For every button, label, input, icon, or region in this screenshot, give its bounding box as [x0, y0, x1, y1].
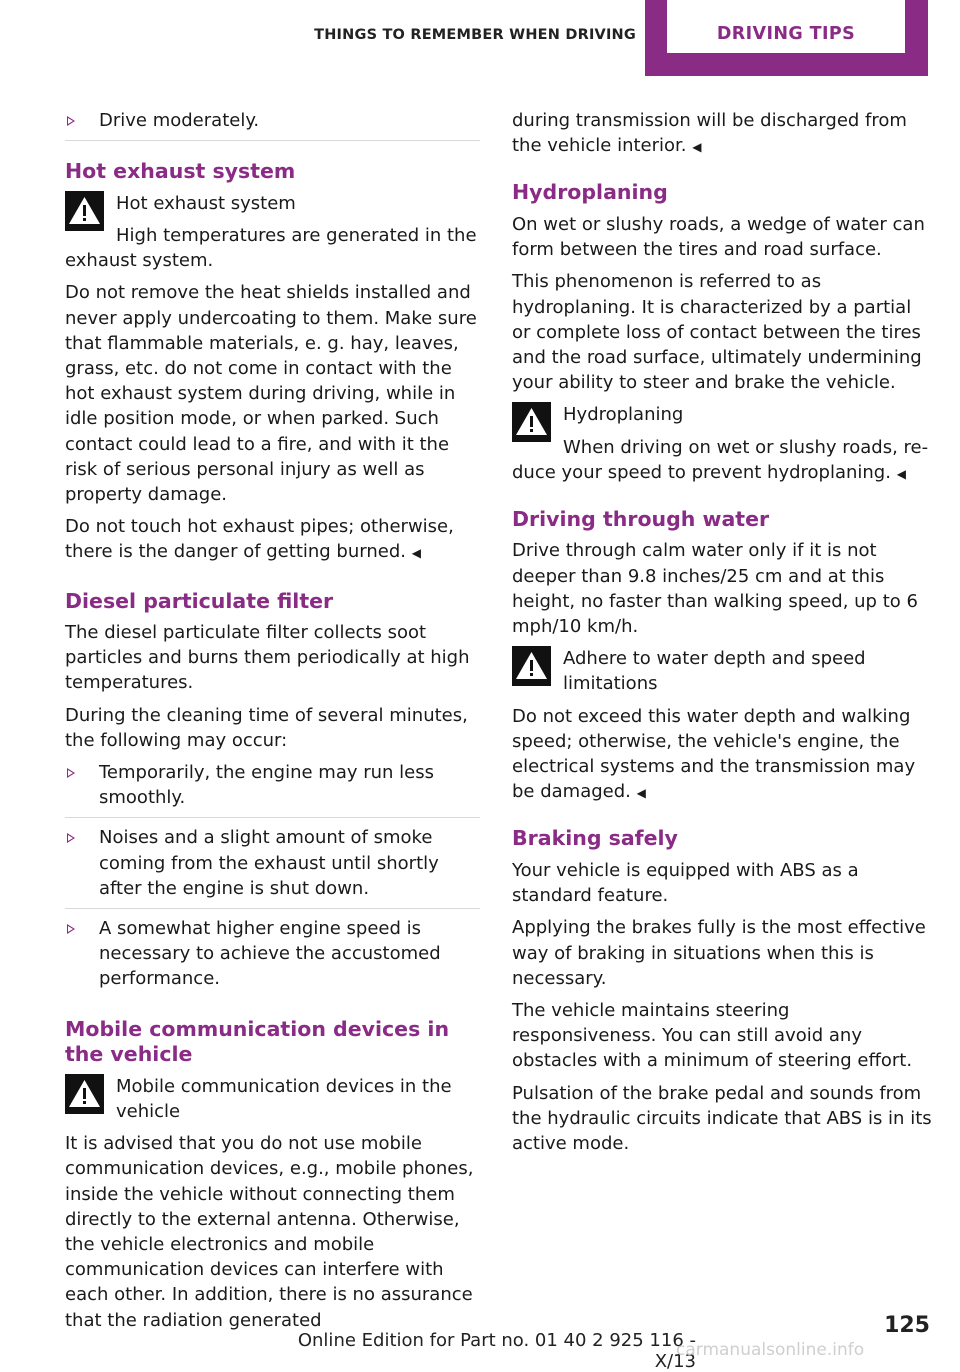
- warning-triangle-icon: [512, 646, 551, 686]
- chapter-tab: [645, 0, 928, 76]
- watermark: carmanualsonline.info: [676, 1340, 865, 1360]
- bullet-list-top: [65, 108, 480, 141]
- paragraph: Do not remove the heat shields installed and never apply undercoating to them. Make sure that flammable materials, e. g. hay, leaves, grass, etc. do not come in contact with the hot exhaust system during driving, while in idle position mode, or when parked. Such contact could lead to a fire, and with it the risk of serious personal injury as well as property damage.: [65, 282, 477, 505]
- end-mark-icon: ◀: [411, 546, 421, 561]
- heading-driving-through-water: Driving through water: [512, 506, 770, 531]
- warning-triangle-icon: [65, 1074, 104, 1114]
- bullet-triangle-icon: [67, 833, 75, 843]
- bullet-triangle-icon: [67, 924, 75, 934]
- running-header-section: THINGS TO REMEMBER WHEN DRIVING: [314, 27, 636, 43]
- warning-title: Hydroplaning: [563, 404, 684, 426]
- paragraph: Pulsation of the brake pedal and sounds from the hydraulic circuits indicate that ABS is in its active mode.: [512, 1082, 932, 1154]
- paragraph: Your vehicle is equipped with ABS as a standard feature.: [512, 859, 859, 907]
- left-column: [65, 108, 480, 1340]
- paragraph: Do not touch hot exhaust pipes; otherwise, there is the danger of getting burned. ◀: [65, 516, 454, 563]
- list-item: A somewhat higher engine speed is necessary to achieve the accustomed performance.: [65, 916, 480, 999]
- warning-hydroplaning: [512, 402, 932, 487]
- paragraph: This phenomenon is referred to as hydroplaning. It is characterized by a partial or complete loss of contact between the tires and the road surface, ultimately undermining your ability to steer and brake the vehicle.: [512, 271, 922, 394]
- bullet-list-diesel: [65, 760, 480, 999]
- warning-title: Hot exhaust system: [116, 192, 296, 214]
- paragraph: Do not exceed this water depth and walking speed; otherwise, the vehicle's engine, the electrical systems and the transmission may be damaged. ◀: [512, 705, 916, 803]
- warning-water-depth: [512, 646, 932, 696]
- warning-text: When driving on wet or slushy roads, re-: [563, 436, 929, 458]
- warning-text-continued: exhaust system.: [65, 250, 214, 272]
- heading-hot-exhaust: Hot exhaust system: [65, 159, 296, 184]
- heading-braking-safely: Braking safely: [512, 826, 678, 851]
- heading-diesel-filter: Diesel particulate filter: [65, 588, 334, 613]
- footer-edition: Online Edition for Part no. 01 40 2 925 116 - X/13: [297, 1330, 696, 1372]
- bullet-triangle-icon: [67, 768, 75, 778]
- bullet-triangle-icon: [67, 116, 75, 126]
- paragraph: During the cleaning time of several minutes, the following may occur:: [65, 704, 468, 751]
- paragraph: Applying the brakes fully is the most effective way of braking in situations when this is necessary.: [512, 917, 926, 989]
- warning-title: Mobile communication devices in the vehicle: [116, 1075, 452, 1122]
- warning-title: Adhere to water depth and speed limitations: [563, 648, 866, 695]
- end-mark-icon: ◀: [692, 140, 702, 155]
- warning-text: High temperatures are generated in the: [116, 224, 477, 246]
- right-column: [512, 108, 932, 1163]
- list-item: Temporarily, the engine may run less smoothly.: [65, 760, 480, 818]
- page-number: 125: [884, 1313, 930, 1338]
- end-mark-icon: ◀: [636, 786, 646, 801]
- paragraph: during transmission will be discharged from the vehicle interior. ◀: [512, 110, 907, 157]
- heading-mobile-devices: Mobile communication devices in the vehicle: [65, 1016, 450, 1067]
- paragraph: On wet or slushy roads, a wedge of water can form between the tires and road surface.: [512, 213, 925, 261]
- end-mark-icon: ◀: [896, 466, 906, 481]
- list-item: Noises and a slight amount of smoke coming from the exhaust until shortly after the engine is shut down.: [65, 825, 480, 909]
- warning-triangle-icon: [512, 402, 551, 442]
- list-item: Drive moderately.: [65, 108, 480, 141]
- paragraph: Drive through calm water only if it is not deeper than 9.8 inches/25 cm and at this height, no faster than walking speed, up to 6 mph/10 km/h.: [512, 540, 918, 638]
- paragraph: The diesel particulate filter collects soot particles and burns them periodically at high temperatures.: [65, 622, 470, 694]
- warning-hot-exhaust: [65, 191, 480, 274]
- chapter-title: DRIVING TIPS: [716, 24, 856, 44]
- paragraph: The vehicle maintains steering responsiveness. You can still avoid any obstacles with a minimum of steering effort.: [512, 999, 913, 1072]
- warning-triangle-icon: [65, 191, 104, 231]
- paragraph: It is advised that you do not use mobile communication devices, e.g., mobile phones, inside the vehicle without connecting them directly to the external antenna. Otherwise, the vehicle electronics and mobile communication devices can interfere with each other. In addition, there is no assurance that the radiation generated: [65, 1133, 474, 1331]
- heading-hydroplaning: Hydroplaning: [512, 180, 668, 205]
- warning-mobile-devices: [65, 1074, 480, 1124]
- warning-text-continued: duce your speed to prevent hydroplaning. ◀: [512, 461, 906, 483]
